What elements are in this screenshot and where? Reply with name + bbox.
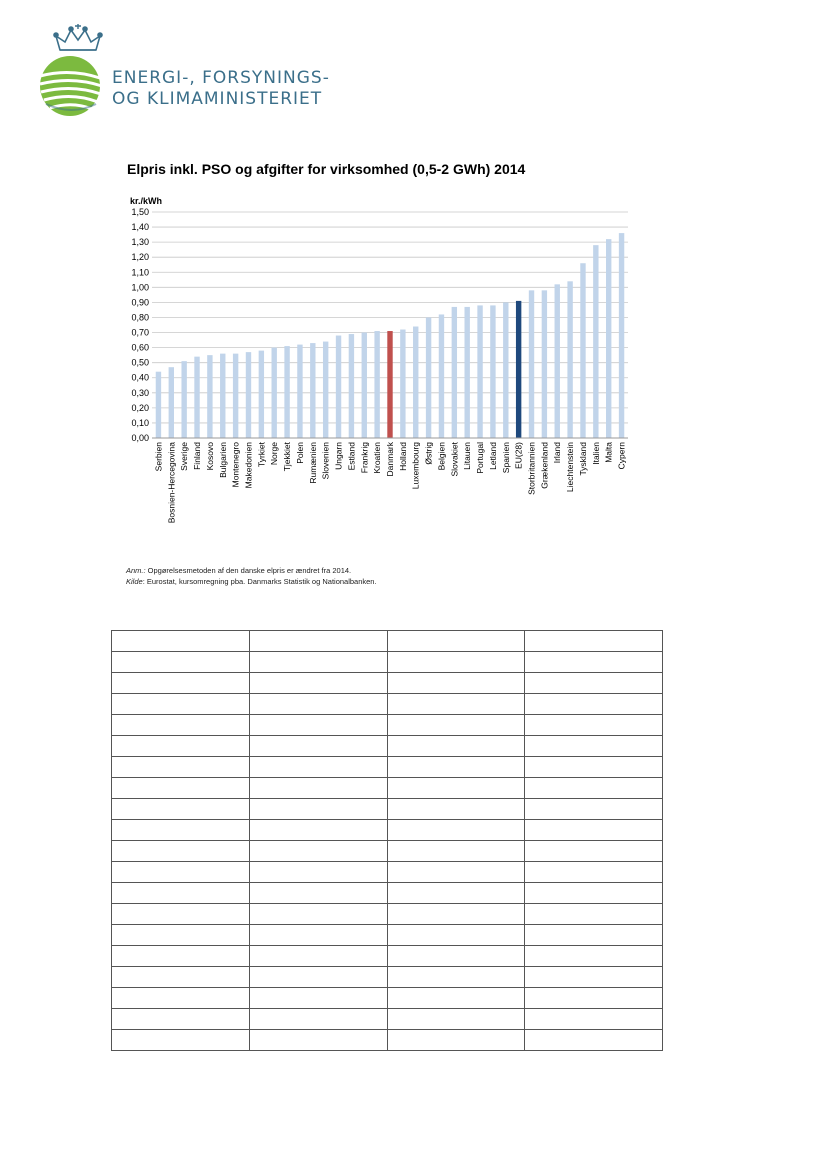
x-tick-label: Polen <box>294 442 305 464</box>
bar <box>323 342 328 438</box>
x-tick-label: Frankrig <box>359 442 370 474</box>
bar <box>580 263 585 438</box>
empty-table <box>111 630 663 1051</box>
bar <box>516 301 521 438</box>
y-tick-label: 1,50 <box>131 207 149 217</box>
table-cell <box>249 1030 387 1051</box>
x-tick-label: Tyrkiet <box>256 442 267 468</box>
chart-title: Elpris inkl. PSO og afgifter for virksomhed (0,5-2 GWh) 2014 <box>127 161 526 177</box>
x-tick-label: Finland <box>192 442 203 470</box>
bar <box>477 305 482 438</box>
x-tick-label: Montenegro <box>230 442 241 488</box>
table-cell <box>387 1009 525 1030</box>
x-tick-label: Ungarn <box>333 442 344 470</box>
table-row <box>112 1030 663 1051</box>
table-cell <box>387 715 525 736</box>
bar <box>619 233 624 438</box>
x-tick-label: Liechtenstein <box>565 442 576 493</box>
table-cell <box>249 652 387 673</box>
table-cell <box>387 736 525 757</box>
table-cell <box>387 652 525 673</box>
bar <box>426 317 431 438</box>
x-tick-label: Belgien <box>436 442 447 471</box>
y-tick-label: 0,40 <box>131 372 149 383</box>
x-tick-label: Rumænien <box>307 442 318 484</box>
table-row <box>112 736 663 757</box>
x-tick-label: Litauen <box>462 442 473 470</box>
table-row <box>112 715 663 736</box>
bar <box>387 331 392 438</box>
bar <box>362 333 367 438</box>
table-cell <box>525 820 663 841</box>
table-cell <box>387 694 525 715</box>
table-cell <box>112 841 250 862</box>
bar <box>555 284 560 438</box>
table-row <box>112 1009 663 1030</box>
y-tick-label: 0,00 <box>131 433 149 443</box>
globe-icon <box>40 56 102 116</box>
table-cell <box>525 967 663 988</box>
bar <box>439 314 444 438</box>
table-cell <box>525 904 663 925</box>
table-cell <box>525 778 663 799</box>
table-cell <box>112 736 250 757</box>
table-cell <box>112 862 250 883</box>
table-cell <box>249 715 387 736</box>
x-tick-label: Sverige <box>179 442 190 471</box>
table-cell <box>249 757 387 778</box>
bar <box>452 307 457 438</box>
table-row <box>112 694 663 715</box>
table-cell <box>525 925 663 946</box>
bar <box>246 352 251 438</box>
bar-chart <box>110 192 640 562</box>
x-tick-label: Bulgarien <box>217 442 228 478</box>
table-cell <box>387 925 525 946</box>
table-cell <box>249 988 387 1009</box>
x-tick-label: Portugal <box>475 442 486 474</box>
table-row <box>112 925 663 946</box>
table-cell <box>525 1030 663 1051</box>
table-cell <box>112 1030 250 1051</box>
table-cell <box>387 946 525 967</box>
bar <box>194 357 199 438</box>
x-tick-label: Malta <box>603 442 614 463</box>
bar <box>233 354 238 438</box>
y-tick-label: 0,50 <box>131 357 149 368</box>
bar <box>181 361 186 438</box>
x-tick-label: Danmark <box>385 442 395 477</box>
x-tick-label: Tjekkiet <box>282 442 293 472</box>
table-cell <box>525 1009 663 1030</box>
table-cell <box>387 631 525 652</box>
x-tick-label: Slovakiet <box>449 442 460 477</box>
table-cell <box>112 988 250 1009</box>
bar <box>169 367 174 438</box>
table-cell <box>525 841 663 862</box>
table-cell <box>387 904 525 925</box>
table-row <box>112 631 663 652</box>
note-anm <box>126 565 377 576</box>
x-tick-label: Serbien <box>153 442 164 472</box>
table-cell <box>387 967 525 988</box>
table-cell <box>249 736 387 757</box>
bar <box>259 351 264 438</box>
y-tick-label: 1,40 <box>131 222 149 233</box>
table-cell <box>525 799 663 820</box>
x-tick-label: Holland <box>397 442 408 471</box>
table-cell <box>525 883 663 904</box>
table-cell <box>249 967 387 988</box>
y-tick-label: 0,70 <box>131 327 149 338</box>
table-cell <box>387 988 525 1009</box>
table-row <box>112 883 663 904</box>
x-tick-label: Cypern <box>616 442 627 470</box>
bar <box>503 302 508 438</box>
note-kilde-label: Kilde <box>126 577 143 586</box>
bar <box>593 245 598 438</box>
x-tick-label: Spanien <box>500 442 511 474</box>
table-row <box>112 967 663 988</box>
table-cell <box>112 631 250 652</box>
table-cell <box>112 967 250 988</box>
table-row <box>112 862 663 883</box>
y-tick-label: 1,10 <box>131 267 149 278</box>
table-cell <box>387 757 525 778</box>
x-tick-label: Tyskland <box>577 442 588 476</box>
bar <box>400 330 405 438</box>
x-tick-label: Kroatien <box>372 442 383 474</box>
table-cell <box>249 925 387 946</box>
table-cell <box>525 715 663 736</box>
table-cell <box>525 757 663 778</box>
table-cell <box>112 925 250 946</box>
table-row <box>112 820 663 841</box>
bar <box>310 343 315 438</box>
table-row <box>112 904 663 925</box>
x-tick-label: Østrig <box>423 442 434 465</box>
x-tick-label: Norge <box>269 442 280 466</box>
table-cell <box>112 946 250 967</box>
table-row <box>112 799 663 820</box>
table-cell <box>249 841 387 862</box>
bar <box>284 346 289 438</box>
table-row <box>112 673 663 694</box>
y-tick-label: 0,30 <box>131 387 149 398</box>
table-cell <box>249 820 387 841</box>
table-cell <box>249 673 387 694</box>
table-cell <box>112 904 250 925</box>
x-tick-label: Slovenien <box>320 442 331 480</box>
table-cell <box>387 799 525 820</box>
bar <box>413 327 418 438</box>
bar <box>374 331 379 438</box>
table-cell <box>387 841 525 862</box>
table-cell <box>525 736 663 757</box>
table-cell <box>387 862 525 883</box>
table-cell <box>387 673 525 694</box>
ministry-name-line1: ENERGI-, FORSYNINGS- <box>112 68 330 88</box>
table-row <box>112 988 663 1009</box>
table-cell <box>525 862 663 883</box>
table-cell <box>112 820 250 841</box>
table-cell <box>525 988 663 1009</box>
bar <box>542 290 547 438</box>
table-cell <box>112 694 250 715</box>
table-cell <box>387 883 525 904</box>
bar <box>349 334 354 438</box>
y-tick-label: 1,20 <box>131 252 149 263</box>
y-tick-label: 0,10 <box>131 417 149 428</box>
x-tick-label: Estland <box>346 442 357 471</box>
bar <box>156 372 161 438</box>
table-cell <box>112 652 250 673</box>
table-row <box>112 652 663 673</box>
table-cell <box>387 820 525 841</box>
x-tick-label: Grækenland <box>539 442 550 489</box>
table-cell <box>112 778 250 799</box>
note-anm-text: Opgørelsesmetoden af den danske elpris er ændret fra 2014. <box>145 566 352 575</box>
table-cell <box>112 799 250 820</box>
bar <box>336 336 341 438</box>
note-anm-label: Anm.: <box>126 566 146 575</box>
table-cell <box>249 1009 387 1030</box>
ministry-logo <box>38 24 118 120</box>
bar <box>490 305 495 438</box>
table-cell <box>249 694 387 715</box>
table-cell <box>112 757 250 778</box>
table-cell <box>525 673 663 694</box>
table-row <box>112 841 663 862</box>
y-tick-label: 1,00 <box>131 282 149 293</box>
bar <box>297 345 302 438</box>
table-cell <box>525 631 663 652</box>
table-cell <box>249 883 387 904</box>
table-row <box>112 778 663 799</box>
table-cell <box>525 652 663 673</box>
y-tick-label: 1,30 <box>131 237 149 248</box>
table-cell <box>525 694 663 715</box>
chart-notes <box>126 565 377 587</box>
x-tick-label: Letland <box>487 442 498 470</box>
note-kilde-text: : Eurostat, kursomregning pba. Danmarks Statistik og Nationalbanken. <box>142 577 377 586</box>
table-row <box>112 757 663 778</box>
crown-icon <box>54 24 102 50</box>
y-tick-label: 0,80 <box>131 312 149 323</box>
ministry-name-line2: OG KLIMAMINISTERIET <box>112 89 323 109</box>
bar <box>606 239 611 438</box>
bar <box>207 355 212 438</box>
table-cell <box>249 631 387 652</box>
x-tick-label: EU(28) <box>513 442 524 469</box>
y-tick-label: 0,60 <box>131 342 149 353</box>
bar <box>272 348 277 438</box>
x-tick-label: Storbritannien <box>526 442 537 495</box>
x-tick-label: Makedonien <box>243 442 254 489</box>
table-cell <box>112 715 250 736</box>
x-tick-label: Kosovo <box>204 442 215 471</box>
x-tick-label: Bosnien-Hercegovina <box>166 442 177 524</box>
ministry-name <box>112 68 330 110</box>
bar <box>529 290 534 438</box>
y-tick-label: 0,90 <box>131 297 149 308</box>
table-cell <box>249 904 387 925</box>
x-tick-label: Luxembourg <box>410 442 421 490</box>
table-cell <box>387 778 525 799</box>
table-cell <box>249 778 387 799</box>
y-axis-label: kr./kWh <box>130 196 163 206</box>
x-tick-label: Irland <box>552 442 563 464</box>
table-cell <box>525 946 663 967</box>
table-cell <box>112 883 250 904</box>
table-cell <box>249 862 387 883</box>
table-cell <box>249 946 387 967</box>
table-cell <box>249 799 387 820</box>
bar <box>220 354 225 438</box>
note-kilde <box>126 576 377 587</box>
table-cell <box>112 1009 250 1030</box>
x-tick-label: Italien <box>590 442 601 465</box>
y-tick-label: 0,20 <box>131 402 149 413</box>
table-row <box>112 946 663 967</box>
bar <box>464 307 469 438</box>
table-cell <box>112 673 250 694</box>
bar <box>567 281 572 438</box>
table-cell <box>387 1030 525 1051</box>
